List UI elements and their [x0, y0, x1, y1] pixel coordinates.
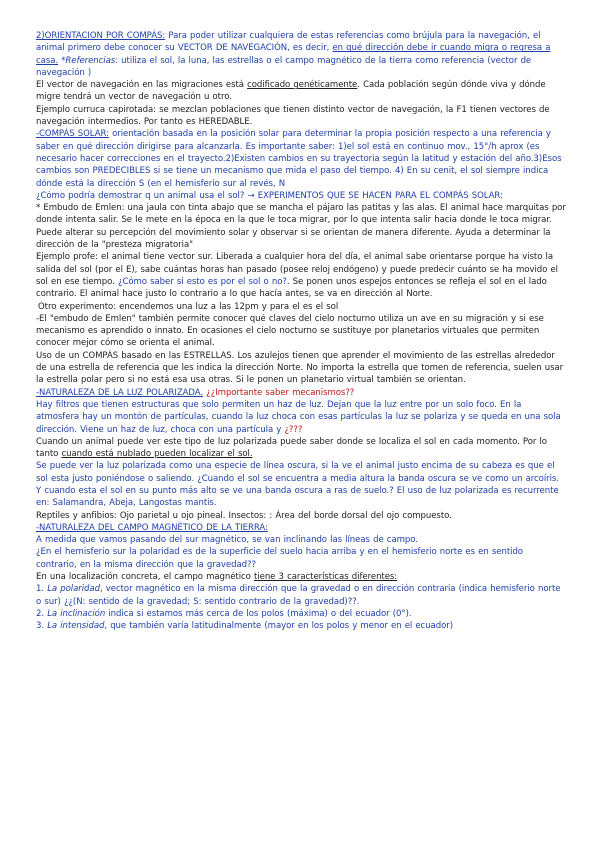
paragraph-localizacion: En una localización concreta, el campo magnético tiene 3 características diferentes:	[36, 572, 398, 583]
list-item-intensidad: 3. La intensidad, que también varía latitudinalmente (mayor en los polos y menor en el ecuador)	[36, 621, 453, 632]
paragraph-otro-experimento: Otro experimento: encendemos una luz a las 12pm y para el es el sol	[38, 301, 339, 312]
section-title-compas-solar: -COMPÁS SOLAR:	[36, 129, 109, 140]
paragraph-orientacion-compas: 2)ORIENTACION POR COMPÁS: Para poder utilizar cualquiera de estas referencias como brújula para la navegación, el animal primero debe conocer su VECTOR DE NAVEGACIÓN, es decir, en qué dirección debe ir cuando migra o regresa a casa. *Referencias: utiliza el sol, la luna, las estrellas o el campo magnético de la tierra como referencia (vector de navegación )	[36, 31, 551, 78]
paragraph-linea-oscura: Se puede ver la luz polarizada como una especie de línea oscura, si la ve el animal justo encima de su cabeza es que el sol esta justo poniéndose o saliendo. ¿Cuando el sol se encuentra a media altura la banda oscura se ve como un arcoíris. Y cuando esta el sol en su punto más alto se ve una banda oscura a ras de suelo.? El uso de luz polarizada es recurrente en: Salamandra, Abeja, Langostas mantis.	[36, 461, 559, 509]
paragraph-embudo-emlen: -El "embudo de Emlen" también permite conocer qué claves del cielo nocturno utiliza un ave en su migración y si ese mecanismo es aprendido o innato. En ocasiones el cielo nocturno se sustituye por planetarios virtuales que permiten conocer mejor cómo se orienta el animal.	[36, 313, 544, 349]
paragraph-sur-magnetico: A medida que vamos pasando del sur magnético, se van inclinando las líneas de campo.	[36, 535, 418, 546]
underlined-phrase: en qué dirección debe ir cuando migra o regresa a casa.	[36, 43, 551, 66]
paragraph-reptiles: Reptiles y anfibios: Ojo parietal u ojo pineal. Insectos: : Área del borde dorsal del ojo compuesto.	[36, 510, 452, 521]
section-title-orientacion-compas: 2)ORIENTACION POR COMPÁS:	[36, 31, 166, 41]
paragraph-animal-luz-polarizada: Cuando un animal puede ver este tipo de luz polarizada puede saber donde se localiza el sol en cada momento. Por lo tanto cuando está nublado pueden localizar el sol.	[36, 436, 547, 460]
paragraph-experimentos: ¿Cómo podría demostrar q un animal usa el sol? → EXPERIMENTOS QUE SE HACEN PARA EL COMPÁS SOLAR: * Embudo de Emlen: una jaula con tinta abajo que se mancha el pájaro las patitas y las alas. El animal hace marquitas por donde intenta salir. Se le mete en la época en la que le toca migrar, por lo que intenta salir hacia donde le toca migrar. Puede alterar su percepción del movimiento solar y observar si se orientan de manera diferente. Ayuda a determinar la dirección de la "presteza migratoria"	[36, 190, 566, 251]
paragraph-compas-estrellas: Uso de un COMPÁS basado en las ESTRELLAS. Los azulejos tienen que aprender el movimiento de las estrellas alrededor de una estrella de referencia que les indica la dirección Norte. No importa la estrella que tomen de referencia, suelen usar la estrella polar pero si no está esa usa otras. Si le ponen un planetario virtual también se orientan.	[36, 350, 564, 386]
section-title-campo-magnetico: -NATURALEZA DEL CAMPO MAGNÉTICO DE LA TIERRA:	[36, 522, 268, 533]
paragraph-vector-navegacion: El vector de navegación en las migraciones está codificado genéticamente. Cada población según dónde viva y dónde migre tendrá un vector de navegación u otro.	[36, 80, 546, 103]
paragraph-ejemplo-profe: Ejemplo profe: el animal tiene vector sur. Liberada a cualquier hora del día, el animal sabe orientarse porque ha visto la salida del sol (por el E), sabe cuántas horas han pasado (posee reloj endógeno) y puede predecir cuánto se ha movido el sol en ese tiempo. ¿Cómo saber si esto es por el sol o no?. Se ponen unos espejos entonces se refleja el sol en el lado contrario. El animal hace justo lo contrario a lo que hacía antes, se va en dirección al Norte.	[36, 252, 558, 300]
underlined-phrase: codificado genéticamente	[247, 80, 358, 91]
question-heading: ¿Cómo podría demostrar q un animal usa el sol? → EXPERIMENTOS QUE SE HACEN PARA EL COMPÁS SOLAR:	[36, 190, 503, 201]
paragraph-hemisferio: ¿En el hemisferio sur la polaridad es de la superficie del suelo hacia arriba y en el hemisferio norte es en sentido contrario, en la misma dirección que la gravedad??	[36, 547, 523, 570]
underlined-phrase: cuando está nublado pueden localizar el sol.	[61, 449, 253, 460]
paragraph-luz-polarizada-title	[36, 387, 566, 399]
paragraph-curruca: Ejemplo curruca capirotada: se mezclan poblaciones que tienen distinto vector de navegación, la F1 tienen vectores de navegación intermedios. Por tanto es HEREDABLE.	[36, 104, 550, 128]
list-item-inclinacion: 2. La inclinación indica si estamos más cerca de los polos (máxima) o del ecuador (0°).	[36, 608, 412, 619]
document-body	[36, 30, 566, 633]
underlined-phrase: tiene 3 características diferentes:	[254, 572, 398, 583]
paragraph-compas-solar: -COMPÁS SOLAR: orientación basada en la posición solar para determinar la propia posición respecto a una referencia y saber en qué dirección dirigirse para alcanzarla. Es importante saber: 1)el sol está en continuo mov., 15°/h aprox (es necesario hacer correcciones en el trayecto.2)Existen cambios en su trayectoria según la latitud y estación del año.3)Esos cambios son PREDECIBLES si se tiene un mecanismo que mida el paso del tiempo. 4) En su cenit, el sol siempre indica dónde está la dirección S (en el hemisferio sur al revés, N	[36, 129, 562, 189]
list-item-polaridad: 1. La polaridad, vector magnético en la misma dirección que la gravedad o en dirección contraria (indica hemisferio norte o sur) ¿¿(N: sentido de la gravedad; S: sentido contrario de la gravedad)??.	[36, 584, 561, 607]
section-title-luz-polarizada: -NATURALEZA DE LA LUZ POLARIZADA.	[36, 387, 204, 398]
margin-note: ¿¿Importante saber mecanismos??	[203, 387, 355, 398]
paragraph-filtros: Hay filtros que tienen estructuras que solo permiten un haz de luz. Dejan que la luz entre por un solo foco. En la atmosfera hay un montón de partículas, cuando la luz choca con esas partículas la luz se polariza y se queda en una sola dirección. Viene un haz de luz, choca con una partícula y ¿???	[36, 399, 561, 435]
paragraph-campo-magnetico-title	[36, 522, 566, 534]
